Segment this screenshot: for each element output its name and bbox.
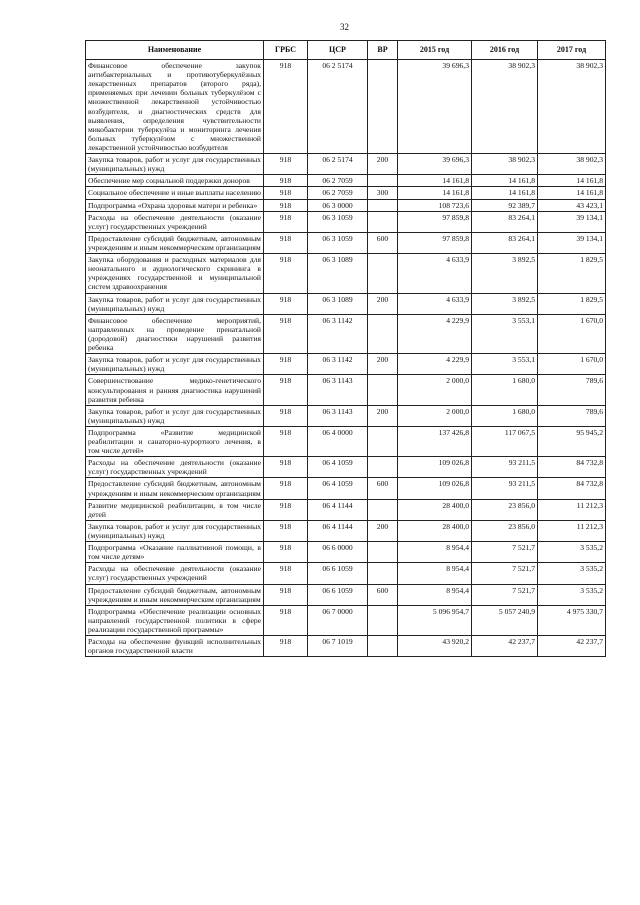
cell-vr — [368, 457, 398, 478]
cell-2015: 4 633,9 — [398, 293, 472, 314]
cell-2017: 14 161,8 — [538, 175, 606, 187]
cell-2015: 97 859,8 — [398, 232, 472, 253]
cell-name: Закупка товаров, работ и услуг для государственных (муниципальных) нужд — [86, 520, 264, 541]
cell-2017: 1 670,0 — [538, 354, 606, 375]
cell-csr: 06 4 1059 — [308, 457, 368, 478]
cell-csr: 06 3 1089 — [308, 293, 368, 314]
cell-2015: 14 161,8 — [398, 175, 472, 187]
cell-2016: 1 680,0 — [472, 405, 538, 426]
cell-2016: 38 902,3 — [472, 60, 538, 154]
cell-name: Финансовое обеспечение закупок антибактериальных и противотуберкулёзных лекарственных препаратов (второго ряда), применяемых при лечении больных туберкулёзом с множественной лекарственной устойчивостью возбудителя, и диагностических средств для выявления, определения чувствительности микобактерии туберкулёза и мониторинга лечения больных туберкулёзом с множественной лекарственной устойчивостью возбудителя — [86, 60, 264, 154]
table-header-row — [86, 41, 606, 60]
table-row — [86, 314, 606, 353]
cell-vr — [368, 314, 398, 353]
cell-name: Подпрограмма «Развитие медицинской реабилитации и санаторно-курортного лечения, в том числе детей» — [86, 426, 264, 456]
table-row — [86, 499, 606, 520]
cell-grbs: 918 — [264, 605, 308, 635]
cell-name: Финансовое обеспечение мероприятий, направленных на проведение пренатальной (дородовой) диагностики нарушений развития ребенка — [86, 314, 264, 353]
cell-2016: 38 902,3 — [472, 154, 538, 175]
cell-grbs: 918 — [264, 199, 308, 211]
cell-vr: 200 — [368, 154, 398, 175]
cell-grbs: 918 — [264, 314, 308, 353]
cell-name: Подпрограмма «Оказание паллиативной помощи, в том числе детям» — [86, 542, 264, 563]
cell-grbs: 918 — [264, 254, 308, 293]
cell-2016: 83 264,1 — [472, 232, 538, 253]
cell-name: Предоставление субсидий бюджетным, автономным учреждениям и иным некоммерческим организациям — [86, 232, 264, 253]
table-row — [86, 175, 606, 187]
cell-vr — [368, 254, 398, 293]
cell-name: Закупка товаров, работ и услуг для государственных (муниципальных) нужд — [86, 354, 264, 375]
cell-name: Предоставление субсидий бюджетным, автономным учреждениям и иным некоммерческим организациям — [86, 584, 264, 605]
cell-2016: 7 521,7 — [472, 563, 538, 584]
cell-2015: 4 633,9 — [398, 254, 472, 293]
table-row — [86, 199, 606, 211]
table-row — [86, 211, 606, 232]
cell-name: Обеспечение мер социальной поддержки доноров — [86, 175, 264, 187]
cell-2017: 3 535,2 — [538, 542, 606, 563]
table-row — [86, 254, 606, 293]
cell-2017: 14 161,8 — [538, 187, 606, 199]
table-row — [86, 293, 606, 314]
cell-2015: 28 400,0 — [398, 499, 472, 520]
cell-2017: 3 535,2 — [538, 584, 606, 605]
cell-2016: 23 856,0 — [472, 499, 538, 520]
cell-2015: 2 000,0 — [398, 375, 472, 405]
cell-csr: 06 7 1019 — [308, 636, 368, 657]
cell-csr: 06 3 1142 — [308, 314, 368, 353]
cell-grbs: 918 — [264, 293, 308, 314]
cell-2015: 39 696,3 — [398, 154, 472, 175]
cell-2017: 4 975 330,7 — [538, 605, 606, 635]
cell-vr — [368, 211, 398, 232]
cell-2016: 14 161,8 — [472, 187, 538, 199]
cell-vr: 300 — [368, 187, 398, 199]
table-row — [86, 542, 606, 563]
cell-2016: 3 892,5 — [472, 254, 538, 293]
cell-grbs: 918 — [264, 584, 308, 605]
cell-csr: 06 2 7059 — [308, 187, 368, 199]
table-row — [86, 60, 606, 154]
cell-grbs: 918 — [264, 405, 308, 426]
cell-name: Подпрограмма «Обеспечение реализации основных направлений государственной политики в сфере реализации государственной программы» — [86, 605, 264, 635]
page-number: 32 — [340, 22, 349, 32]
cell-2016: 83 264,1 — [472, 211, 538, 232]
cell-grbs: 918 — [264, 60, 308, 154]
budget-table — [85, 40, 606, 657]
cell-2016: 5 057 240,9 — [472, 605, 538, 635]
cell-2016: 93 211,5 — [472, 457, 538, 478]
cell-vr — [368, 563, 398, 584]
cell-csr: 06 3 0000 — [308, 199, 368, 211]
cell-csr: 06 6 0000 — [308, 542, 368, 563]
cell-2015: 2 000,0 — [398, 405, 472, 426]
cell-2016: 7 521,7 — [472, 542, 538, 563]
cell-2017: 1 829,5 — [538, 293, 606, 314]
cell-2016: 23 856,0 — [472, 520, 538, 541]
cell-grbs: 918 — [264, 636, 308, 657]
cell-2017: 789,6 — [538, 375, 606, 405]
cell-grbs: 918 — [264, 542, 308, 563]
cell-2017: 39 134,1 — [538, 232, 606, 253]
table-row — [86, 354, 606, 375]
cell-2017: 42 237,7 — [538, 636, 606, 657]
cell-2017: 38 902,3 — [538, 154, 606, 175]
cell-name: Закупка товаров, работ и услуг для государственных (муниципальных) нужд — [86, 293, 264, 314]
cell-vr — [368, 175, 398, 187]
cell-csr: 06 3 1089 — [308, 254, 368, 293]
cell-2015: 8 954,4 — [398, 542, 472, 563]
cell-2016: 117 067,5 — [472, 426, 538, 456]
cell-name: Расходы на обеспечение деятельности (оказание услуг) государственных учреждений — [86, 211, 264, 232]
table-row — [86, 636, 606, 657]
cell-csr: 06 6 1059 — [308, 584, 368, 605]
cell-vr: 200 — [368, 354, 398, 375]
cell-2017: 3 535,2 — [538, 563, 606, 584]
cell-2016: 3 553,1 — [472, 354, 538, 375]
cell-2015: 39 696,3 — [398, 60, 472, 154]
cell-name: Закупка товаров, работ и услуг для государственных (муниципальных) нужд — [86, 154, 264, 175]
cell-name: Расходы на обеспечение деятельности (оказание услуг) государственных учреждений — [86, 563, 264, 584]
cell-2016: 42 237,7 — [472, 636, 538, 657]
cell-2017: 11 212,3 — [538, 520, 606, 541]
cell-2017: 84 732,8 — [538, 478, 606, 499]
cell-vr — [368, 542, 398, 563]
cell-2015: 8 954,4 — [398, 563, 472, 584]
cell-csr: 06 3 1142 — [308, 354, 368, 375]
header-name: Наименование — [86, 41, 264, 60]
cell-grbs: 918 — [264, 211, 308, 232]
cell-grbs: 918 — [264, 232, 308, 253]
cell-2016: 3 892,5 — [472, 293, 538, 314]
cell-2017: 95 945,2 — [538, 426, 606, 456]
cell-vr: 600 — [368, 584, 398, 605]
cell-csr: 06 4 1144 — [308, 520, 368, 541]
cell-grbs: 918 — [264, 154, 308, 175]
cell-2015: 4 229,9 — [398, 314, 472, 353]
table-row — [86, 584, 606, 605]
cell-2015: 8 954,4 — [398, 584, 472, 605]
cell-2015: 97 859,8 — [398, 211, 472, 232]
cell-2015: 28 400,0 — [398, 520, 472, 541]
cell-name: Совершенствование медико-генетического консультирования и ранняя диагностика нарушений развития ребенка — [86, 375, 264, 405]
cell-csr: 06 6 1059 — [308, 563, 368, 584]
table-row — [86, 375, 606, 405]
cell-name: Социальное обеспечение и иные выплаты населению — [86, 187, 264, 199]
cell-vr: 600 — [368, 232, 398, 253]
cell-2015: 4 229,9 — [398, 354, 472, 375]
cell-csr: 06 2 5174 — [308, 60, 368, 154]
cell-csr: 06 2 7059 — [308, 175, 368, 187]
cell-2016: 93 211,5 — [472, 478, 538, 499]
cell-csr: 06 3 1143 — [308, 375, 368, 405]
cell-2017: 1 670,0 — [538, 314, 606, 353]
cell-grbs: 918 — [264, 478, 308, 499]
header-2016: 2016 год — [472, 41, 538, 60]
table-row — [86, 478, 606, 499]
cell-vr — [368, 636, 398, 657]
cell-2016: 14 161,8 — [472, 175, 538, 187]
cell-2016: 92 389,7 — [472, 199, 538, 211]
cell-2016: 1 680,0 — [472, 375, 538, 405]
cell-csr: 06 3 1143 — [308, 405, 368, 426]
cell-vr — [368, 426, 398, 456]
cell-csr: 06 4 0000 — [308, 426, 368, 456]
header-csr: ЦСР — [308, 41, 368, 60]
cell-name: Развитие медицинской реабилитации, в том числе детей — [86, 499, 264, 520]
cell-grbs: 918 — [264, 426, 308, 456]
cell-vr: 200 — [368, 405, 398, 426]
cell-2015: 5 096 954,7 — [398, 605, 472, 635]
cell-2016: 7 521,7 — [472, 584, 538, 605]
cell-grbs: 918 — [264, 375, 308, 405]
cell-vr — [368, 605, 398, 635]
cell-name: Предоставление субсидий бюджетным, автономным учреждениям и иным некоммерческим организациям — [86, 478, 264, 499]
table-row — [86, 563, 606, 584]
cell-2017: 39 134,1 — [538, 211, 606, 232]
cell-name: Закупка оборудования и расходных материалов для неонатального и аудиологического скрининга в учреждениях государственной и муниципальной систем здравоохранения — [86, 254, 264, 293]
cell-2015: 43 920,2 — [398, 636, 472, 657]
cell-csr: 06 4 1059 — [308, 478, 368, 499]
table-row — [86, 187, 606, 199]
header-2017: 2017 год — [538, 41, 606, 60]
cell-grbs: 918 — [264, 187, 308, 199]
cell-2015: 109 026,8 — [398, 457, 472, 478]
cell-csr: 06 2 5174 — [308, 154, 368, 175]
cell-2017: 43 423,1 — [538, 199, 606, 211]
table-row — [86, 405, 606, 426]
cell-csr: 06 7 0000 — [308, 605, 368, 635]
table-row — [86, 605, 606, 635]
cell-grbs: 918 — [264, 354, 308, 375]
cell-grbs: 918 — [264, 457, 308, 478]
cell-vr: 600 — [368, 478, 398, 499]
cell-vr — [368, 199, 398, 211]
cell-csr: 06 3 1059 — [308, 232, 368, 253]
table-row — [86, 520, 606, 541]
cell-vr: 200 — [368, 293, 398, 314]
cell-vr: 200 — [368, 520, 398, 541]
cell-vr — [368, 60, 398, 154]
table-row — [86, 232, 606, 253]
cell-2015: 137 426,8 — [398, 426, 472, 456]
cell-2017: 1 829,5 — [538, 254, 606, 293]
cell-2017: 789,6 — [538, 405, 606, 426]
table-row — [86, 426, 606, 456]
cell-2017: 84 732,8 — [538, 457, 606, 478]
cell-2016: 3 553,1 — [472, 314, 538, 353]
cell-2015: 14 161,8 — [398, 187, 472, 199]
cell-csr: 06 4 1144 — [308, 499, 368, 520]
cell-grbs: 918 — [264, 499, 308, 520]
cell-2015: 108 723,6 — [398, 199, 472, 211]
table-row — [86, 457, 606, 478]
cell-grbs: 918 — [264, 520, 308, 541]
cell-2017: 11 212,3 — [538, 499, 606, 520]
table-row — [86, 154, 606, 175]
cell-name: Расходы на обеспечение функций исполнительных органов государственной власти — [86, 636, 264, 657]
cell-vr — [368, 375, 398, 405]
header-grbs: ГРБС — [264, 41, 308, 60]
cell-name: Расходы на обеспечение деятельности (оказание услуг) государственных учреждений — [86, 457, 264, 478]
cell-2015: 109 026,8 — [398, 478, 472, 499]
cell-vr — [368, 499, 398, 520]
cell-name: Закупка товаров, работ и услуг для государственных (муниципальных) нужд — [86, 405, 264, 426]
cell-csr: 06 3 1059 — [308, 211, 368, 232]
header-2015: 2015 год — [398, 41, 472, 60]
cell-2017: 38 902,3 — [538, 60, 606, 154]
cell-name: Подпрограмма «Охрана здоровья матери и ребенка» — [86, 199, 264, 211]
cell-grbs: 918 — [264, 175, 308, 187]
header-vr: ВР — [368, 41, 398, 60]
cell-grbs: 918 — [264, 563, 308, 584]
